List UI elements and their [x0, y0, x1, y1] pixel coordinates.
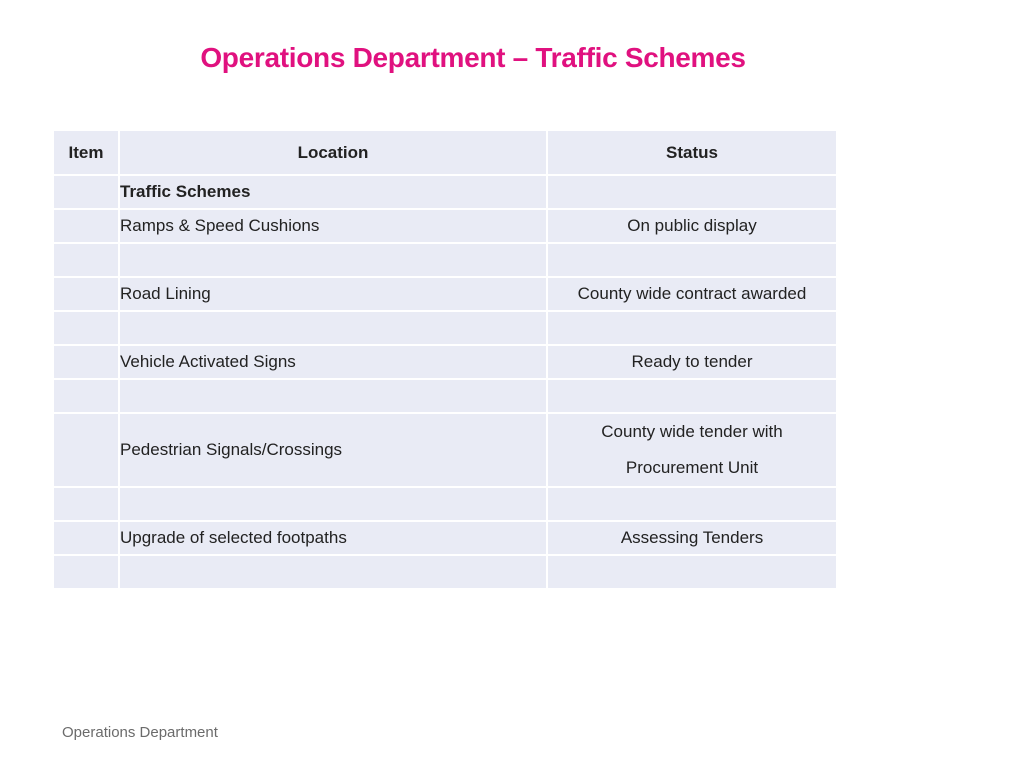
- table-row: [53, 345, 837, 379]
- table-row: [53, 379, 837, 413]
- status-cell: County wide contract awarded: [547, 277, 837, 311]
- item-cell: [53, 175, 119, 209]
- table-header-row: [53, 130, 837, 175]
- location-cell: Pedestrian Signals/Crossings: [119, 413, 547, 487]
- location-cell: [119, 311, 547, 345]
- item-cell: [53, 521, 119, 555]
- status-cell: [547, 413, 837, 487]
- item-cell: [53, 345, 119, 379]
- item-cell: [53, 209, 119, 243]
- section-heading-cell: Traffic Schemes: [119, 175, 547, 209]
- status-cell: On public display: [547, 209, 837, 243]
- item-cell: [53, 413, 119, 487]
- item-cell: [53, 277, 119, 311]
- table-row: [53, 521, 837, 555]
- status-cell: Assessing Tenders: [547, 521, 837, 555]
- header-item: Item: [53, 130, 119, 175]
- location-cell: [119, 243, 547, 277]
- location-cell: Road Lining: [119, 277, 547, 311]
- location-cell: Vehicle Activated Signs: [119, 345, 547, 379]
- location-cell: Ramps & Speed Cushions: [119, 209, 547, 243]
- status-cell: [547, 243, 837, 277]
- status-line: Procurement Unit: [625, 458, 759, 477]
- header-status: Status: [547, 130, 837, 175]
- table-row: [53, 487, 837, 521]
- status-cell: [547, 379, 837, 413]
- table-row: [53, 311, 837, 345]
- footer-text: Operations Department: [62, 724, 218, 741]
- item-cell: [53, 487, 119, 521]
- status-cell: Ready to tender: [547, 345, 837, 379]
- page-title: Operations Department – Traffic Schemes: [200, 42, 746, 73]
- table-row: [53, 413, 837, 487]
- location-cell: [119, 487, 547, 521]
- item-cell: [53, 555, 119, 589]
- item-cell: [53, 311, 119, 345]
- table-row: [53, 555, 837, 589]
- status-cell: [547, 555, 837, 589]
- status-line: County wide tender with: [601, 422, 783, 441]
- item-cell: [53, 379, 119, 413]
- status-cell: [547, 311, 837, 345]
- item-cell: [53, 243, 119, 277]
- location-cell: Upgrade of selected footpaths: [119, 521, 547, 555]
- header-location: Location: [119, 130, 547, 175]
- location-cell: [119, 379, 547, 413]
- table-row: [53, 277, 837, 311]
- traffic-schemes-table: [52, 129, 838, 590]
- table-row: [53, 175, 837, 209]
- status-cell: [547, 175, 837, 209]
- location-cell: [119, 555, 547, 589]
- status-cell: [547, 487, 837, 521]
- table-row: [53, 209, 837, 243]
- table-row: [53, 243, 837, 277]
